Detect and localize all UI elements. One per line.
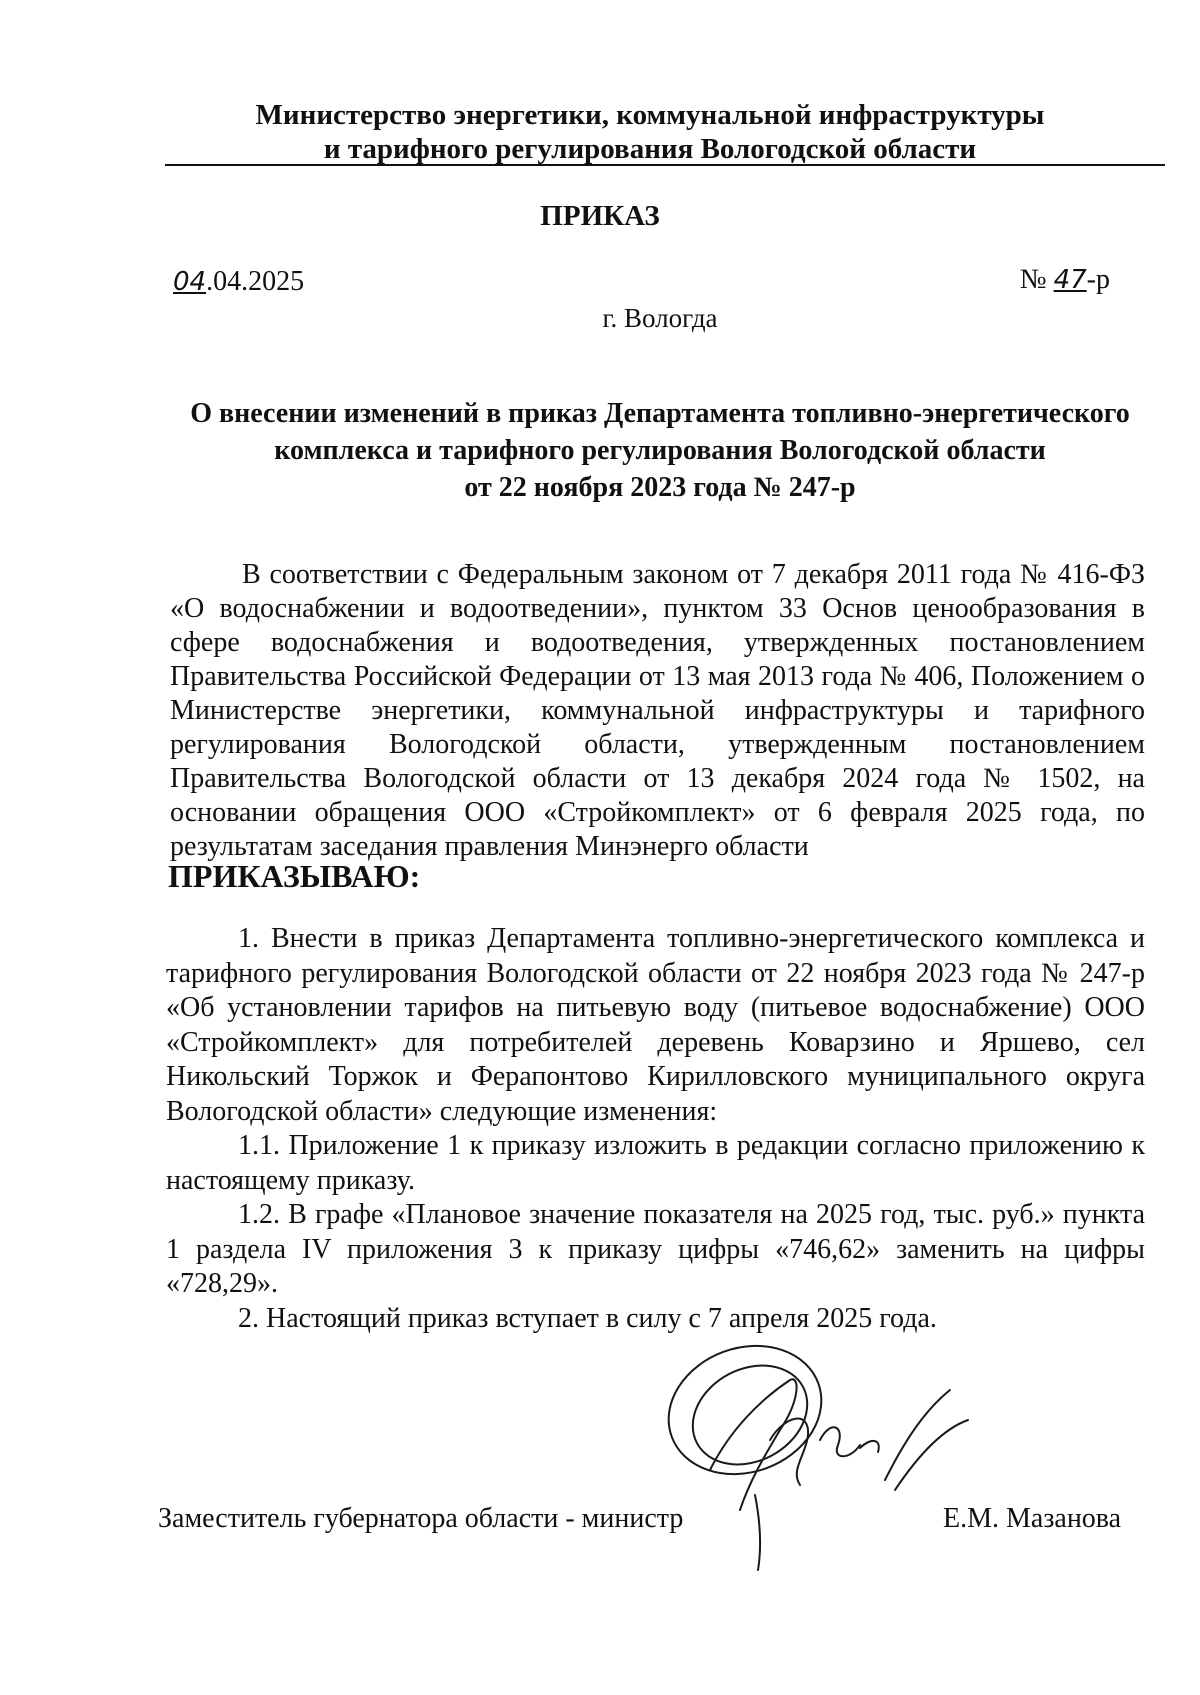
title-line-2: комплекса и тарифного регулирования Вологодской области	[274, 435, 1046, 466]
order-date	[173, 266, 304, 298]
document-type: ПРИКАЗ	[540, 200, 660, 232]
ministry-header	[140, 98, 1160, 166]
signatory-position: Заместитель губернатора области - министр	[158, 1503, 684, 1534]
preamble-paragraph: В соответствии с Федеральным законом от 7 декабря 2011 года № 416-ФЗ «О водоснабжении и водоотведении», пунктом 33 Основ ценообразования в сфере водоснабжения и водоотведения, утвержденных постановлением Правительства Российской Федерации от 13 мая 2013 года № 406, Положением о Министерстве энергетики, коммунальной инфраструктуры и тарифного регулирования Вологодской области, утвержденным постановлением Правительства Вологодской области от 13 декабря 2024 года № 1502, на основании обращения ООО «Стройкомплект» от 6 февраля 2025 года, по результатам заседания правления Минэнерго области	[170, 559, 1145, 862]
number-suffix: -р	[1086, 264, 1110, 295]
title-line-1: О внесении изменений в приказ Департамента топливно-энергетического	[190, 398, 1130, 429]
item-1: 1. Внести в приказ Департамента топливно-энергетического комплекса и тарифного регулирования Вологодской области от 22 ноября 2023 года № 247-р «Об установлении тарифов на питьевую воду (питьевое водоснабжение) ООО «Стройкомплект» для потребителей деревень Коварзино и Яршево, сел Никольский Торжок и Ферапонтово Кирилловского муниципального округа Вологодской области» следующие изменения:	[166, 923, 1145, 1127]
ministry-line-2: и тарифного регулирования Вологодской области	[323, 133, 977, 165]
order-title	[160, 395, 1160, 506]
number-sign: №	[1019, 264, 1047, 295]
signatory-name: Е.М. Мазанова	[943, 1503, 1122, 1534]
city: г. Вологда	[602, 303, 718, 333]
handwritten-signature	[650, 1320, 980, 1590]
item-1-1: 1.1. Приложение 1 к приказу изложить в редакции согласно приложению к настоящему приказу.	[166, 1130, 1145, 1196]
order-keyword: ПРИКАЗЫВАЮ:	[168, 858, 421, 894]
header-divider	[165, 164, 1165, 166]
date-rest: .04.2025	[206, 266, 305, 297]
handwritten-day: 04	[173, 267, 207, 297]
item-2: 2. Настоящий приказ вступает в силу с 7 апреля 2025 года.	[238, 1302, 937, 1334]
item-1-2: 1.2. В графе «Плановое значение показателя на 2025 год, тыс. руб.» пункта 1 раздела IV приложения 3 к приказу цифры «746,62» заменить на цифры «728,29».	[166, 1199, 1145, 1299]
ministry-line-1: Министерство энергетики, коммунальной инфраструктуры	[255, 99, 1045, 131]
handwritten-number: 47	[1053, 265, 1087, 295]
title-line-3: от 22 ноября 2023 года № 247-р	[464, 472, 856, 503]
order-number	[1020, 264, 1110, 296]
order-items	[166, 922, 1145, 1336]
